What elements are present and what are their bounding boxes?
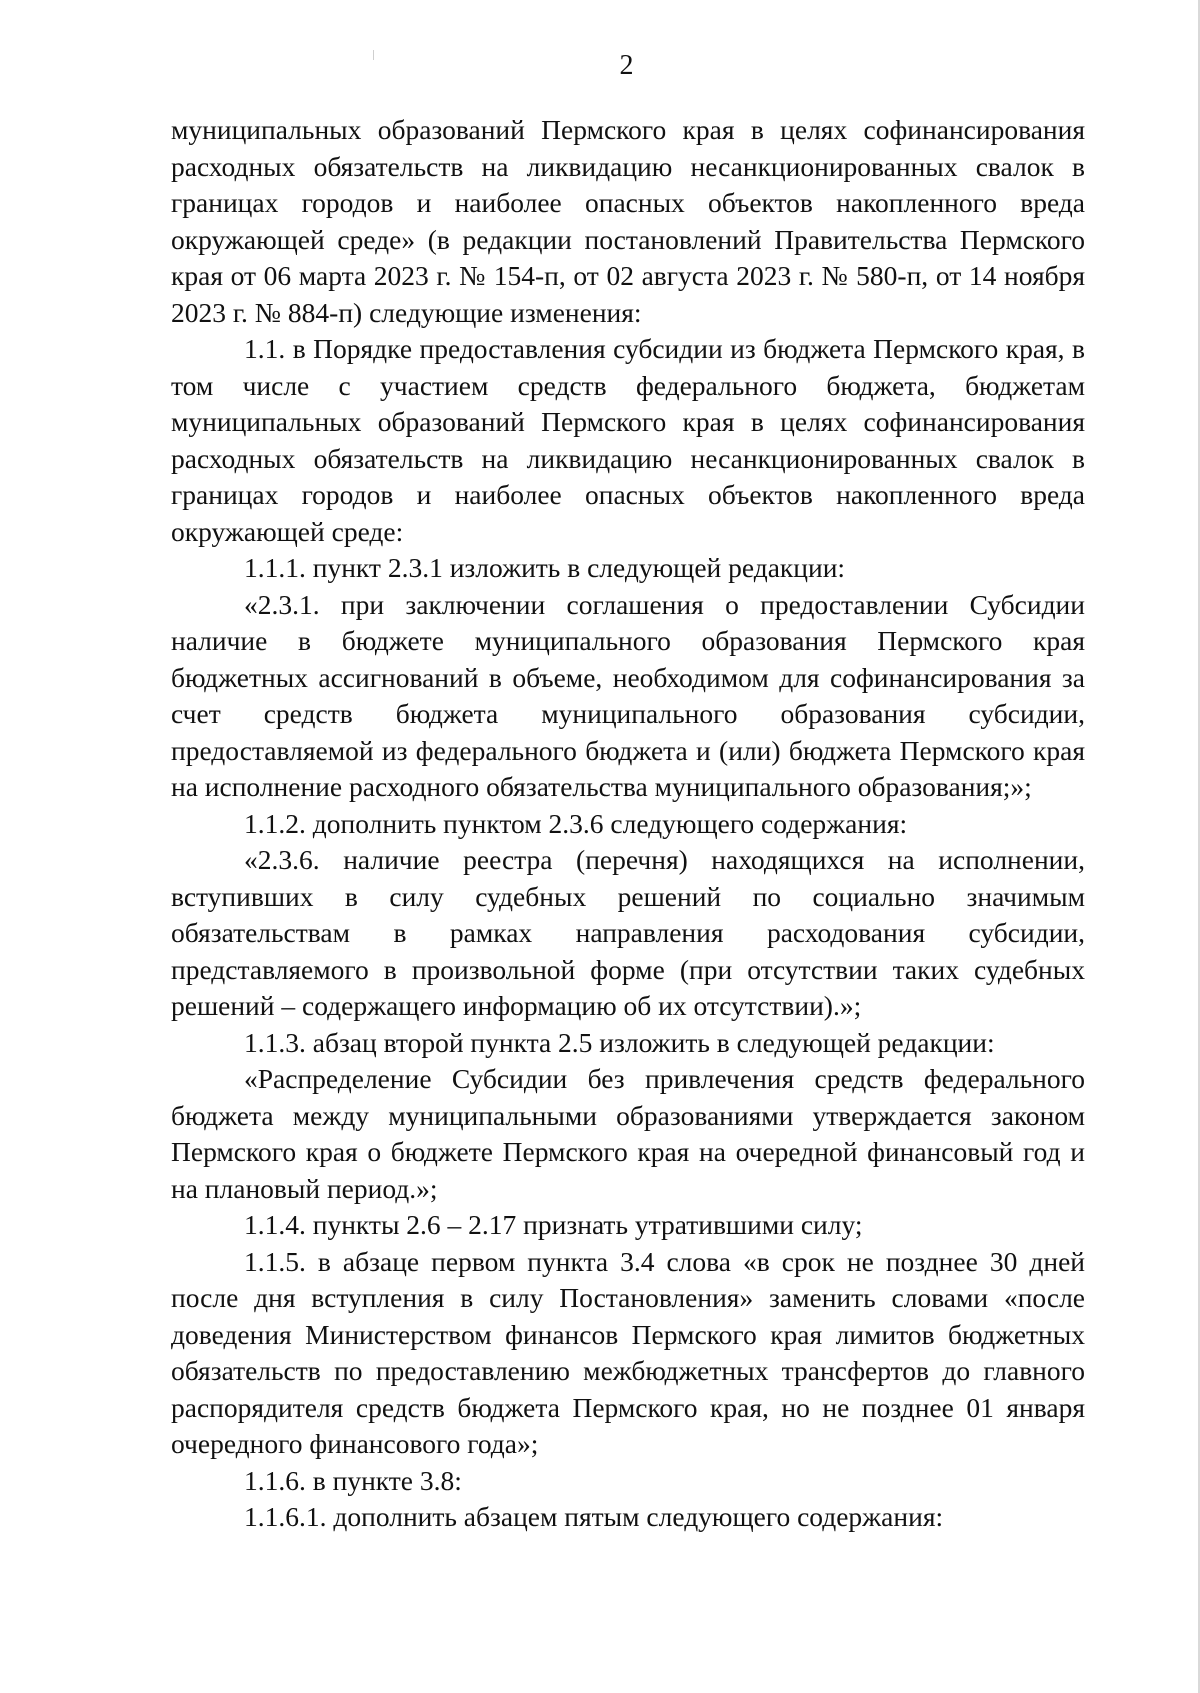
paragraph-1-1-3: 1.1.3. абзац второй пункта 2.5 изложить в следующей редакции: [244, 1026, 995, 1058]
paragraph-intro: муниципальных образований Пермского края в целях софинансирования расходных обязательств на ликвидацию несанкционированных свалок в границах городов и наиболее опасных объектов накопленного вреда окружающей среде» (в редакции постановлений Правительства Пермского края от 06 марта 2023 г. № 154-п, от 02 августа 2023 г. № 580-п, от 14 ноября 2023 г. № 884-п) следующие изменения: [171, 114, 1085, 328]
paragraph-2-3-6-quote: «2.3.6. наличие реестра (перечня) находящихся на исполнении, вступивших в силу судебных решений по социально значимым обязательствам в рамках направления расходования субсидии, представляемого в произвольной форме (при отсутствии таких судебных решений – содержащего информацию об их отсутствии).»; [171, 844, 1085, 1021]
paragraph-1-1-2: 1.1.2. дополнить пунктом 2.3.6 следующего содержания: [244, 807, 908, 839]
paragraph-2-3-1-quote: «2.3.1. при заключении соглашения о предоставлении Субсидии наличие в бюджете муниципального образования Пермского края бюджетных ассигнований в объеме, необходимом для софинансирования за счет средств бюджета муниципального образования субсидии, предоставляемой из федерального бюджета и (или) бюджета Пермского края на исполнение расходного обязательства муниципального образования;»; [171, 588, 1085, 802]
paragraph-1-1: 1.1. в Порядке предоставления субсидии из бюджета Пермского края, в том числе с участием средств федерального бюджета, бюджетам муниципальных образований Пермского края в целях софинансирования расходных обязательств на ликвидацию несанкционированных свалок в границах городов и наиболее опасных объектов накопленного вреда окружающей среде: [171, 333, 1085, 547]
paragraph-1-1-6: 1.1.6. в пункте 3.8: [244, 1464, 462, 1496]
paragraph-distribution-quote: «Распределение Субсидии без привлечения средств федерального бюджета между муниципальными образованиями утверждается законом Пермского края о бюджете Пермского края на очередной финансовый год и на плановый период.»; [171, 1063, 1085, 1204]
paragraph-1-1-6-1: 1.1.6.1. дополнить абзацем пятым следующего содержания: [244, 1501, 944, 1532]
paragraph-1-1-5: 1.1.5. в абзаце первом пункта 3.4 слова «в срок не позднее 30 дней после дня вступления в силу Постановления» заменить словами «после доведения Министерством финансов Пермского края лимитов бюджетных обязательств по предоставлению межбюджетных трансфертов до главного распорядителя средств бюджета Пермского края, но не позднее 01 января очередного финансового года»; [171, 1245, 1085, 1459]
paragraph-1-1-1: 1.1.1. пункт 2.3.1 изложить в следующей редакции: [244, 552, 846, 583]
document-body [171, 112, 1085, 1536]
paragraph-1-1-4: 1.1.4. пункты 2.6 – 2.17 признать утратившими силу; [244, 1209, 863, 1240]
page-number: 2 [619, 50, 634, 81]
